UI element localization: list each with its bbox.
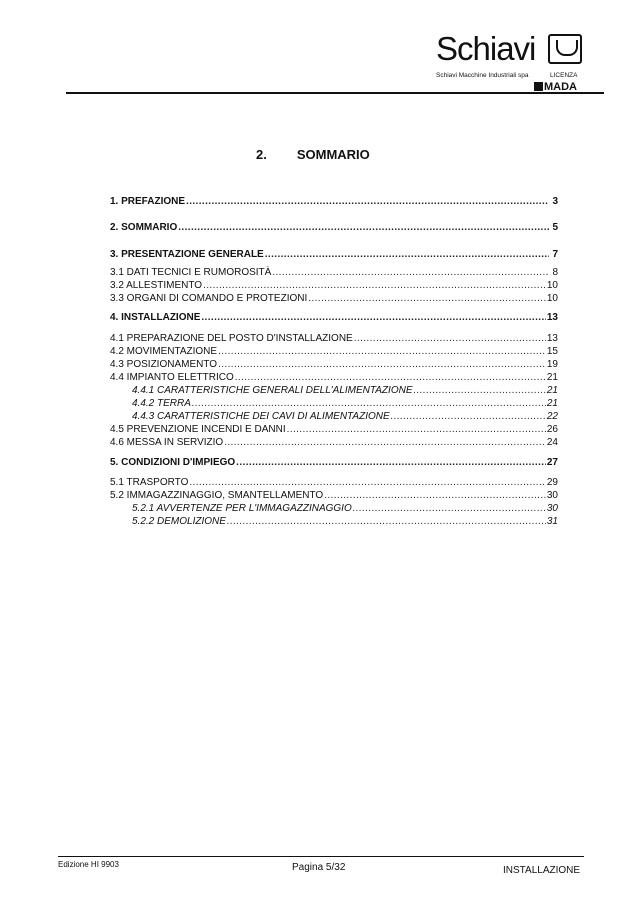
toc-leader [236, 457, 546, 469]
toc-leader [192, 398, 546, 410]
page-title-text: SOMMARIO [296, 147, 370, 162]
toc-entry-page: 8 [552, 267, 558, 278]
toc-leader [354, 333, 546, 345]
toc-entry-label: 4.5 PREVENZIONE INCENDI E DANNI [110, 424, 286, 435]
toc-entry-page: 21 [546, 372, 558, 383]
toc-leader [186, 196, 549, 208]
toc-entry-label: 4.3 POSIZIONAMENTO [110, 359, 218, 370]
brand-name: Schiavi [436, 30, 536, 67]
toc-leader [235, 372, 546, 384]
toc-leader [272, 267, 549, 279]
toc-entry-page: 15 [546, 346, 558, 357]
toc-entry-page: 19 [546, 359, 558, 370]
toc-entry [132, 503, 558, 515]
toc-leader [287, 424, 546, 436]
toc-entry-label: 1. PREFAZIONE [110, 196, 186, 207]
toc-entry-page: 29 [546, 477, 558, 488]
toc-entry-label: 5.2.1 AVVERTENZE PER L'IMMAGAZZINAGGIO [132, 503, 352, 514]
toc-entry-page: 31 [546, 516, 558, 527]
toc-entry-label: 4.1 PREPARAZIONE DEL POSTO D'INSTALLAZIONE [110, 333, 353, 344]
toc-entry-page: 7 [552, 249, 558, 260]
toc-entry-page: 21 [546, 398, 558, 409]
toc-entry-label: 5.2.2 DEMOLIZIONE [132, 516, 226, 527]
page-title-number: 2. [256, 147, 267, 162]
toc-entry-page: 3 [552, 196, 558, 207]
footer-page-number: Pagina 5/32 [292, 862, 346, 873]
toc-leader [353, 503, 546, 515]
toc-leader [324, 490, 546, 502]
toc-entry-label: 4.4 IMPIANTO ELETTRICO [110, 372, 234, 383]
toc-entry [132, 398, 558, 410]
toc-entry-page: 21 [546, 385, 558, 396]
toc-entry [110, 346, 558, 358]
partner-brand-name: MADA [544, 81, 577, 93]
toc-entry [132, 411, 558, 423]
toc-leader [391, 411, 546, 423]
licence-label: LICENZA [550, 72, 578, 79]
toc-entry-label: 4.2 MOVIMENTAZIONE [110, 346, 218, 357]
toc-entry [110, 293, 558, 305]
toc-entry-page: 27 [546, 457, 558, 468]
toc-entry-page: 24 [546, 437, 558, 448]
toc-entry-page: 10 [546, 280, 558, 291]
toc-entry-label: 4.6 MESSA IN SERVIZIO [110, 437, 224, 448]
toc-entry [110, 477, 558, 489]
toc-entry [110, 424, 558, 436]
toc-entry [110, 196, 558, 208]
toc-entry-page: 13 [546, 333, 558, 344]
brand-subtitle: Schiavi Macchine Industriali spa [436, 72, 529, 79]
toc-leader [218, 346, 546, 358]
toc-entry-label: 2. SOMMARIO [110, 222, 178, 233]
toc-entry-page: 10 [546, 293, 558, 304]
toc-entry [110, 267, 558, 279]
toc-entry [110, 490, 558, 502]
toc-leader [201, 312, 546, 324]
toc-leader [189, 477, 546, 489]
toc-leader [265, 249, 549, 261]
toc-entry-label: 3. PRESENTAZIONE GENERALE [110, 249, 264, 260]
footer-section: INSTALLAZIONE [503, 865, 581, 876]
toc-entry [110, 249, 558, 261]
toc-entry-label: 4.4.2 TERRA [132, 398, 191, 409]
toc-entry [110, 457, 558, 469]
toc-entry-label: 5.2 IMMAGAZZINAGGIO, SMANTELLAMENTO [110, 490, 324, 501]
toc-entry-label: 4.4.1 CARATTERISTICHE GENERALI DELL'ALIMENTAZIONE [132, 385, 413, 396]
toc-entry [132, 385, 558, 397]
toc-leader [203, 280, 546, 292]
toc-entry-label: 4. INSTALLAZIONE [110, 312, 201, 323]
toc-leader [178, 222, 549, 234]
toc-entry [110, 333, 558, 345]
toc-leader [308, 293, 546, 305]
toc-entry-page: 5 [552, 222, 558, 233]
toc-entry-label: 5.1 TRASPORTO [110, 477, 189, 488]
toc-entry-page: 30 [546, 503, 558, 514]
footer-edition: Edizione HI 9903 [58, 860, 119, 869]
toc-entry-page: 30 [546, 490, 558, 501]
toc-entry-page: 22 [546, 411, 558, 422]
toc-entry-label: 5. CONDIZIONI D'IMPIEGO [110, 457, 236, 468]
toc-entry [110, 280, 558, 292]
toc-entry [110, 359, 558, 371]
toc-entry [110, 222, 558, 234]
toc-entry-label: 3.2 ALLESTIMENTO [110, 280, 203, 291]
toc-entry-label: 3.3 ORGANI DI COMANDO E PROTEZIONI [110, 293, 308, 304]
toc-entry-page: 13 [546, 312, 558, 323]
toc-entry-label: 4.4.3 CARATTERISTICHE DEI CAVI DI ALIMENTAZIONE [132, 411, 390, 422]
toc-leader [218, 359, 546, 371]
toc-entry-page: 26 [546, 424, 558, 435]
toc-entry [110, 312, 558, 324]
toc-leader [224, 437, 546, 449]
toc-leader [414, 385, 546, 397]
toc-entry [132, 516, 558, 528]
toc-entry [110, 437, 558, 449]
toc-entry [110, 372, 558, 384]
toc-entry-label: 3.1 DATI TECNICI E RUMOROSITÀ [110, 267, 272, 278]
footer-divider [58, 856, 584, 857]
toc-leader [227, 516, 546, 528]
